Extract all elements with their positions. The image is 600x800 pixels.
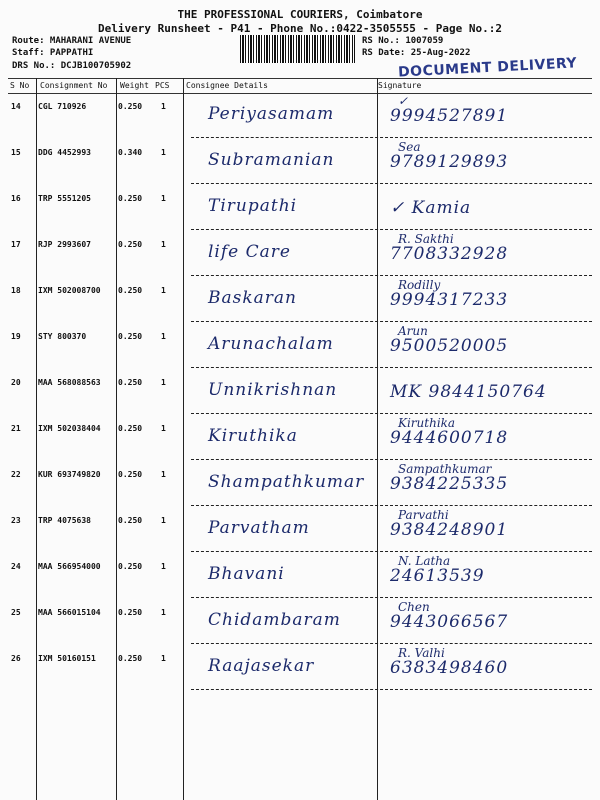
row-weight: 0.250: [118, 194, 143, 203]
row-divider: [191, 367, 592, 368]
signature: R. Sakthi: [398, 232, 454, 246]
row-weight: 0.250: [118, 654, 143, 663]
table-row: [8, 510, 592, 556]
table-row: [8, 280, 592, 326]
phone-number: 6383498460: [390, 658, 509, 678]
table-row: [8, 556, 592, 602]
row-sno: 15: [11, 148, 21, 157]
document-delivery-stamp: DOCUMENT DELIVERY: [397, 55, 578, 81]
drs-number: DRS No.: DCJB100705902: [12, 61, 132, 71]
row-pcs: 1: [161, 608, 166, 617]
col-consignee: Consignee Details: [186, 81, 268, 90]
row-weight: 0.250: [118, 424, 143, 433]
row-pcs: 1: [161, 516, 166, 525]
row-consignment: TRP 5551205: [38, 194, 91, 203]
row-sno: 21: [11, 424, 21, 433]
table-row: [8, 142, 592, 188]
row-sno: 14: [11, 102, 21, 111]
consignee-name: Tirupathi: [208, 196, 298, 216]
consignee-name: Subramanian: [208, 150, 335, 170]
consignee-name: Shampathkumar: [208, 472, 365, 492]
row-pcs: 1: [161, 332, 166, 341]
signature: Kiruthika: [398, 416, 456, 430]
row-sno: 26: [11, 654, 21, 663]
phone-number: 9500520005: [390, 336, 509, 356]
runsheet-subtitle: Delivery Runsheet - P41 - Phone No.:0422-3505555 - Page No.:2: [98, 22, 502, 35]
consignee-name: Baskaran: [208, 288, 297, 308]
row-weight: 0.250: [118, 378, 143, 387]
consignee-name: Arunachalam: [208, 334, 334, 354]
row-weight: 0.250: [118, 332, 143, 341]
table-row: [8, 464, 592, 510]
row-sno: 16: [11, 194, 21, 203]
signature: Sampathkumar: [398, 462, 492, 476]
barcode: [240, 35, 355, 63]
route-label: Route: MAHARANI AVENUE: [12, 36, 132, 46]
signature: ✓: [398, 94, 409, 108]
row-divider: [191, 137, 592, 138]
row-pcs: 1: [161, 654, 166, 663]
phone-number: 7708332928: [390, 244, 509, 264]
table-row: [8, 648, 592, 694]
row-divider: [191, 275, 592, 276]
consignee-name: Unnikrishnan: [208, 380, 338, 400]
table-row: [8, 418, 592, 464]
table-row: [8, 326, 592, 372]
row-consignment: KUR 693749820: [38, 470, 101, 479]
row-consignment: IXM 502008700: [38, 286, 101, 295]
row-consignment: MAA 566015104: [38, 608, 101, 617]
row-sno: 17: [11, 240, 21, 249]
row-pcs: 1: [161, 378, 166, 387]
row-consignment: CGL 710926: [38, 102, 87, 111]
phone-number: ✓ Kamia: [390, 198, 472, 218]
table-row: [8, 372, 592, 418]
consignee-name: Chidambaram: [208, 610, 341, 630]
col-consignment: Consignment No: [40, 81, 108, 90]
table-row: [8, 96, 592, 142]
signature: Sea: [398, 140, 421, 154]
signature: Rodilly: [398, 278, 441, 292]
consignee-name: Bhavani: [208, 564, 285, 584]
row-weight: 0.250: [118, 240, 143, 249]
row-consignment: IXM 50160151: [38, 654, 96, 663]
row-divider: [191, 183, 592, 184]
phone-number: 9789129893: [390, 152, 509, 172]
phone-number: 9444600718: [390, 428, 509, 448]
phone-number: 9443066567: [390, 612, 509, 632]
row-divider: [191, 321, 592, 322]
row-divider: [191, 229, 592, 230]
row-consignment: TRP 4075638: [38, 516, 91, 525]
row-sno: 25: [11, 608, 21, 617]
row-divider: [191, 459, 592, 460]
row-pcs: 1: [161, 102, 166, 111]
row-pcs: 1: [161, 240, 166, 249]
row-divider: [191, 597, 592, 598]
row-weight: 0.250: [118, 516, 143, 525]
col-signature: Signature: [378, 81, 422, 90]
phone-number: 24613539: [390, 566, 485, 586]
consignee-name: life Care: [208, 242, 291, 262]
phone-number: 9384248901: [390, 520, 509, 540]
row-sno: 24: [11, 562, 21, 571]
row-pcs: 1: [161, 148, 166, 157]
row-pcs: 1: [161, 286, 166, 295]
row-consignment: IXM 502038404: [38, 424, 101, 433]
col-pcs: PCS: [155, 81, 170, 90]
row-weight: 0.250: [118, 102, 143, 111]
phone-number: MK 9844150764: [390, 382, 547, 402]
consignee-name: Periyasamam: [208, 104, 335, 124]
row-consignment: RJP 2993607: [38, 240, 91, 249]
runsheet-title: THE PROFESSIONAL COURIERS, Coimbatore: [177, 8, 423, 21]
row-sno: 23: [11, 516, 21, 525]
row-consignment: MAA 566954000: [38, 562, 101, 571]
phone-number: 9994527891: [390, 106, 509, 126]
row-divider: [191, 643, 592, 644]
row-divider: [191, 413, 592, 414]
table-row: [8, 602, 592, 648]
table-row: [8, 234, 592, 280]
row-consignment: DDG 4452993: [38, 148, 91, 157]
consignee-name: Parvatham: [208, 518, 310, 538]
col-sno: S No: [10, 81, 30, 90]
consignee-name: Raajasekar: [208, 656, 315, 676]
row-divider: [191, 689, 592, 690]
row-consignment: MAA 568088563: [38, 378, 101, 387]
row-divider: [191, 505, 592, 506]
phone-number: 9384225335: [390, 474, 509, 494]
signature: Chen: [398, 600, 430, 614]
consignee-name: Kiruthika: [208, 426, 298, 446]
rs-date: RS Date: 25-Aug-2022: [362, 48, 471, 58]
row-pcs: 1: [161, 424, 166, 433]
signature: Arun: [398, 324, 428, 338]
row-pcs: 1: [161, 562, 166, 571]
row-weight: 0.250: [118, 470, 143, 479]
col-weight: Weight: [120, 81, 149, 90]
row-weight: 0.250: [118, 608, 143, 617]
row-sno: 18: [11, 286, 21, 295]
row-sno: 19: [11, 332, 21, 341]
signature: R. Valhi: [398, 646, 445, 660]
row-sno: 22: [11, 470, 21, 479]
row-weight: 0.340: [118, 148, 143, 157]
rs-number: RS No.: 1007059: [362, 36, 444, 46]
staff-label: Staff: PAPPATHI: [12, 48, 94, 58]
signature: Parvathi: [398, 508, 449, 522]
row-weight: 0.250: [118, 286, 143, 295]
signature: N. Latha: [398, 554, 451, 568]
phone-number: 9994317233: [390, 290, 509, 310]
row-divider: [191, 551, 592, 552]
row-pcs: 1: [161, 194, 166, 203]
row-sno: 20: [11, 378, 21, 387]
table-row: [8, 188, 592, 234]
row-consignment: STY 800370: [38, 332, 87, 341]
column-header: [8, 78, 592, 94]
row-weight: 0.250: [118, 562, 143, 571]
row-pcs: 1: [161, 470, 166, 479]
